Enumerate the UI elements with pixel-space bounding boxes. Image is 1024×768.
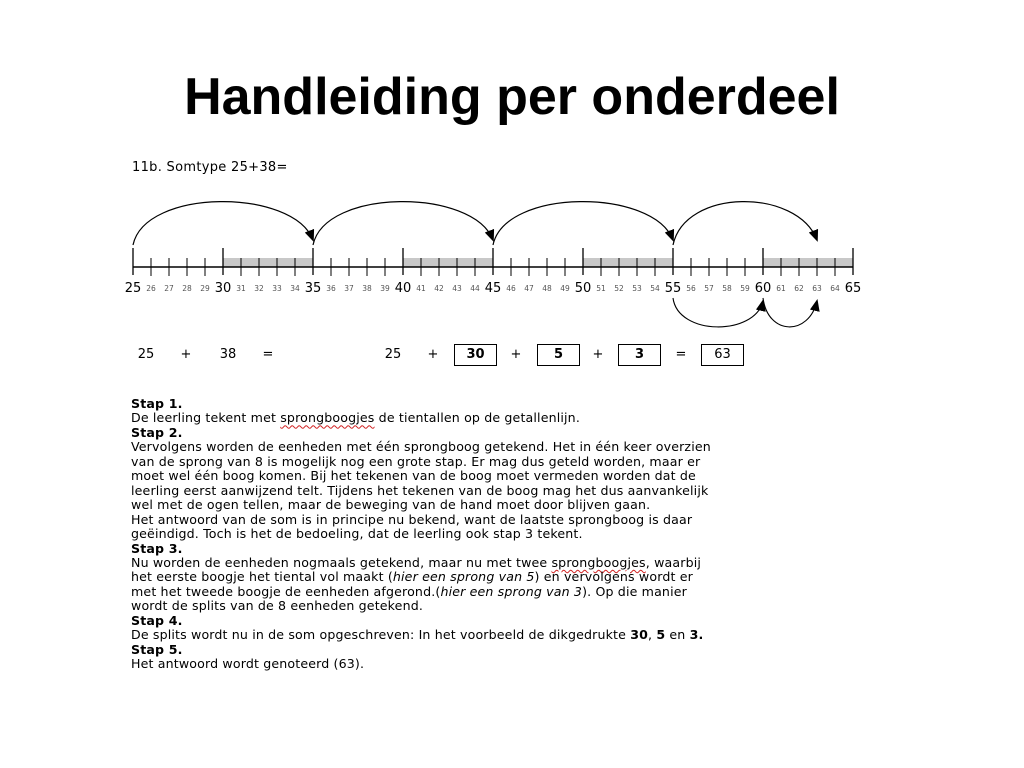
minor-tick-label: 41 <box>416 284 426 293</box>
minor-tick-label: 46 <box>506 284 516 293</box>
equation-right-term: = <box>675 347 687 362</box>
minor-tick-label: 31 <box>236 284 246 293</box>
instructions <box>131 397 851 672</box>
step-3-heading: Stap 3. <box>131 540 183 556</box>
minor-tick-label: 42 <box>434 284 444 293</box>
jump-arc-top <box>493 202 673 245</box>
exercise-subtitle: 11b. Somtype 25+38= <box>132 160 288 175</box>
step-3-text: Nu worden de eenheden nogmaals getekend, maar nu met twee sprongboogjes, waarbij <box>131 554 702 570</box>
equation-row <box>0 340 1024 370</box>
major-tick-label: 35 <box>304 281 322 296</box>
minor-tick-label: 39 <box>380 284 390 293</box>
equation-left-term: 25 <box>137 347 155 362</box>
minor-tick-label: 51 <box>596 284 606 293</box>
step-1-text: De leerling tekent met sprongboogjes de tientallen op de getallenlijn. <box>131 410 580 426</box>
jump-arc-top <box>133 202 313 245</box>
minor-tick-label: 43 <box>452 284 462 293</box>
step-2-text: wel met de ogen tellen, maar de beweging van de hand moet door blijven gaan. <box>131 497 651 513</box>
step-3-text: wordt de splits van de 8 eenheden getekend. <box>131 598 423 614</box>
minor-tick-label: 61 <box>776 284 786 293</box>
minor-tick-label: 58 <box>722 284 732 293</box>
major-tick-label: 65 <box>844 281 862 296</box>
step-2-text: van de sprong van 8 is mogelijk nog een grote stap. Er mag dus geteld worden, maar er <box>131 453 701 469</box>
minor-tick-label: 38 <box>362 284 372 293</box>
equation-answer-box: 30 <box>454 344 497 366</box>
major-tick-label: 40 <box>394 281 412 296</box>
step-5-heading: Stap 5. <box>131 641 183 657</box>
major-tick-label: 25 <box>124 281 142 296</box>
shaded-segment <box>763 258 853 267</box>
minor-tick-label: 32 <box>254 284 264 293</box>
minor-tick-label: 28 <box>182 284 192 293</box>
minor-tick-label: 62 <box>794 284 804 293</box>
jump-arc-bottom <box>673 298 763 327</box>
minor-tick-label: 34 <box>290 284 300 293</box>
minor-tick-label: 37 <box>344 284 354 293</box>
minor-tick-label: 49 <box>560 284 570 293</box>
slide-title: Handleiding per onderdeel <box>184 68 840 126</box>
minor-tick-label: 48 <box>542 284 552 293</box>
minor-tick-label: 44 <box>470 284 480 293</box>
jump-arc-top <box>313 202 493 245</box>
equation-left-term: = <box>262 347 274 362</box>
minor-tick-label: 52 <box>614 284 624 293</box>
jump-arc-bottom <box>763 298 817 327</box>
minor-tick-label: 56 <box>686 284 696 293</box>
minor-tick-label: 53 <box>632 284 642 293</box>
number-line <box>0 0 1024 340</box>
major-tick-label: 50 <box>574 281 592 296</box>
minor-tick-label: 29 <box>200 284 210 293</box>
minor-tick-label: 36 <box>326 284 336 293</box>
step-4-text: De splits wordt nu in de som opgeschreven: In het voorbeeld de dikgedrukte 30, 5 en 3. <box>131 627 704 643</box>
step-2-heading: Stap 2. <box>131 424 183 440</box>
minor-tick-label: 47 <box>524 284 534 293</box>
equation-right-term: 25 <box>384 347 402 362</box>
minor-tick-label: 63 <box>812 284 822 293</box>
equation-answer-box: 63 <box>701 344 744 366</box>
equation-left-term: + <box>180 347 192 362</box>
step-4-heading: Stap 4. <box>131 612 183 628</box>
step-2-text: leerling eerst aanwijzend telt. Tijdens het tekenen van de boog mag het dus aanvankelijk <box>131 482 709 498</box>
step-3-text: met het tweede boogje de eenheden afgerond.(hier een sprong van 3). Op die manier <box>131 583 687 599</box>
minor-tick-label: 33 <box>272 284 282 293</box>
major-tick-label: 55 <box>664 281 682 296</box>
step-3-text: het eerste boogje het tiental vol maakt (hier een sprong van 5) en vervolgens wordt er <box>131 569 693 585</box>
minor-tick-label: 64 <box>830 284 840 293</box>
equation-answer-box: 3 <box>618 344 661 366</box>
minor-tick-label: 26 <box>146 284 156 293</box>
step-5-text: Het antwoord wordt genoteerd (63). <box>131 656 365 672</box>
equation-answer-box: 5 <box>537 344 580 366</box>
minor-tick-label: 57 <box>704 284 714 293</box>
major-tick-label: 60 <box>754 281 772 296</box>
minor-tick-label: 59 <box>740 284 750 293</box>
step-2-text: Vervolgens worden de eenheden met één sprongboog getekend. Het in één keer overzien <box>131 439 711 455</box>
equation-right-term: + <box>427 347 439 362</box>
equation-right-term: + <box>592 347 604 362</box>
shaded-segment <box>223 258 313 267</box>
shaded-segment <box>403 258 493 267</box>
step-2-text: Het antwoord van de som is in principe nu bekend, want de laatste sprongboog is daar <box>131 511 693 527</box>
shaded-segment <box>583 258 673 267</box>
major-tick-label: 30 <box>214 281 232 296</box>
step-1-heading: Stap 1. <box>131 396 183 411</box>
jump-arc-top <box>673 202 817 245</box>
minor-tick-label: 54 <box>650 284 660 293</box>
minor-tick-label: 27 <box>164 284 174 293</box>
step-2-text: moet wel één boog komen. Bij het tekenen van de boog moet vermeden worden dat de <box>131 468 696 484</box>
step-2-text: geëindigd. Toch is het de bedoeling, dat de leerling ook stap 3 tekent. <box>131 526 583 542</box>
equation-right-term: + <box>510 347 522 362</box>
equation-left-term: 38 <box>219 347 237 362</box>
major-tick-label: 45 <box>484 281 502 296</box>
